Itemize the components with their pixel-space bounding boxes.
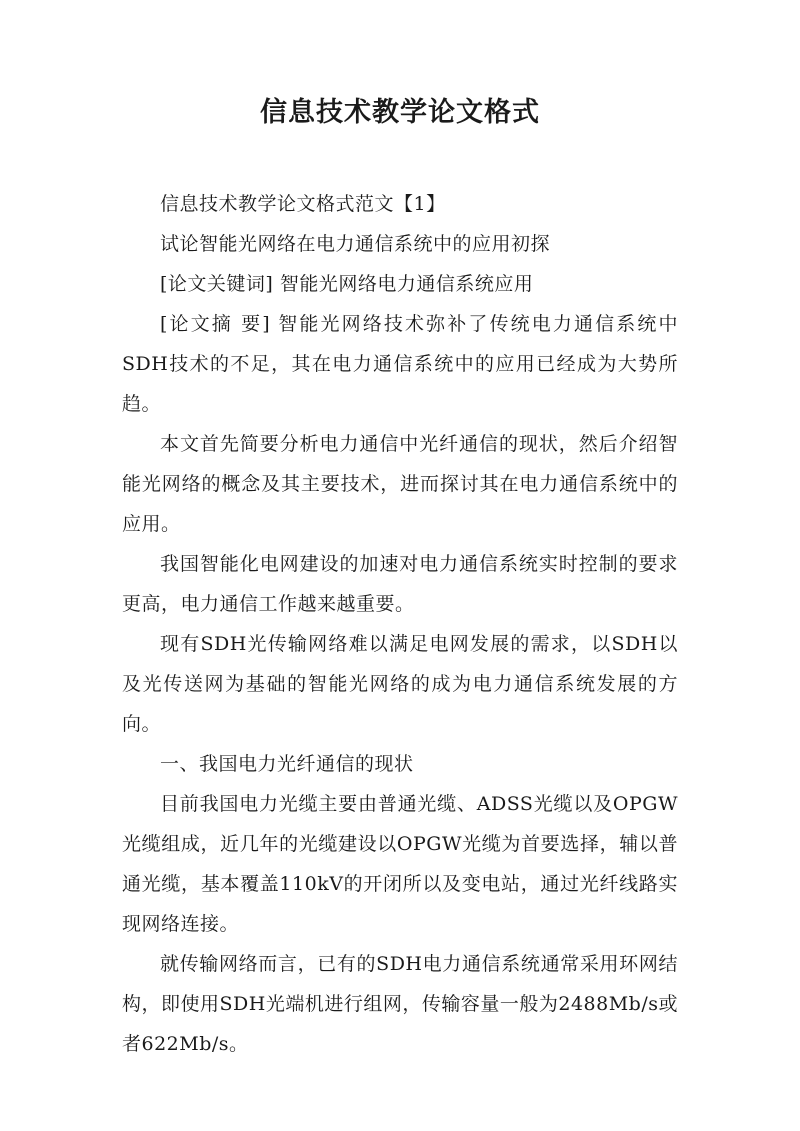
document-title: 信息技术教学论文格式 [260,97,540,128]
paragraph-keywords: [论文关键词] 智能光网络电力通信系统应用 [160,273,534,295]
paragraph-body: 目前我国电力光缆主要由普通光缆、ADSS光缆以及OPGW光缆组成，近几年的光缆建设以OPGW光缆为首要选择，辅以普通光缆，基本覆盖110kV的开闭所以及变电站，通过光纤线路实现网络连接。 [122,793,678,935]
section-heading: 一、我国电力光纤通信的现状 [160,753,414,775]
paragraph-abstract: [论文摘 要] 智能光网络技术弥补了传统电力通信系统中SDH技术的不足，其在电力通信系统中的应用已经成为大势所趋。 [122,313,678,415]
paragraph-body: 现有SDH光传输网络难以满足电网发展的需求，以SDH以及光传送网为基础的智能光网络的成为电力通信系统发展的方向。 [122,633,678,735]
document-body [122,184,678,1064]
paragraph-body: 我国智能化电网建设的加速对电力通信系统实时控制的要求更高，电力通信工作越来越重要。 [122,553,678,615]
paragraph-sample-heading: 信息技术教学论文格式范文【1】 [160,193,446,215]
paragraph-body: 本文首先简要分析电力通信中光纤通信的现状，然后介绍智能光网络的概念及其主要技术，进而探讨其在电力通信系统中的应用。 [122,433,678,535]
paragraph-body: 就传输网络而言，已有的SDH电力通信系统通常采用环网结构，即使用SDH光端机进行组网，传输容量一般为2488Mb/s或者622Mb/s。 [122,953,678,1055]
paragraph-article-title: 试论智能光网络在电力通信系统中的应用初探 [160,233,551,255]
